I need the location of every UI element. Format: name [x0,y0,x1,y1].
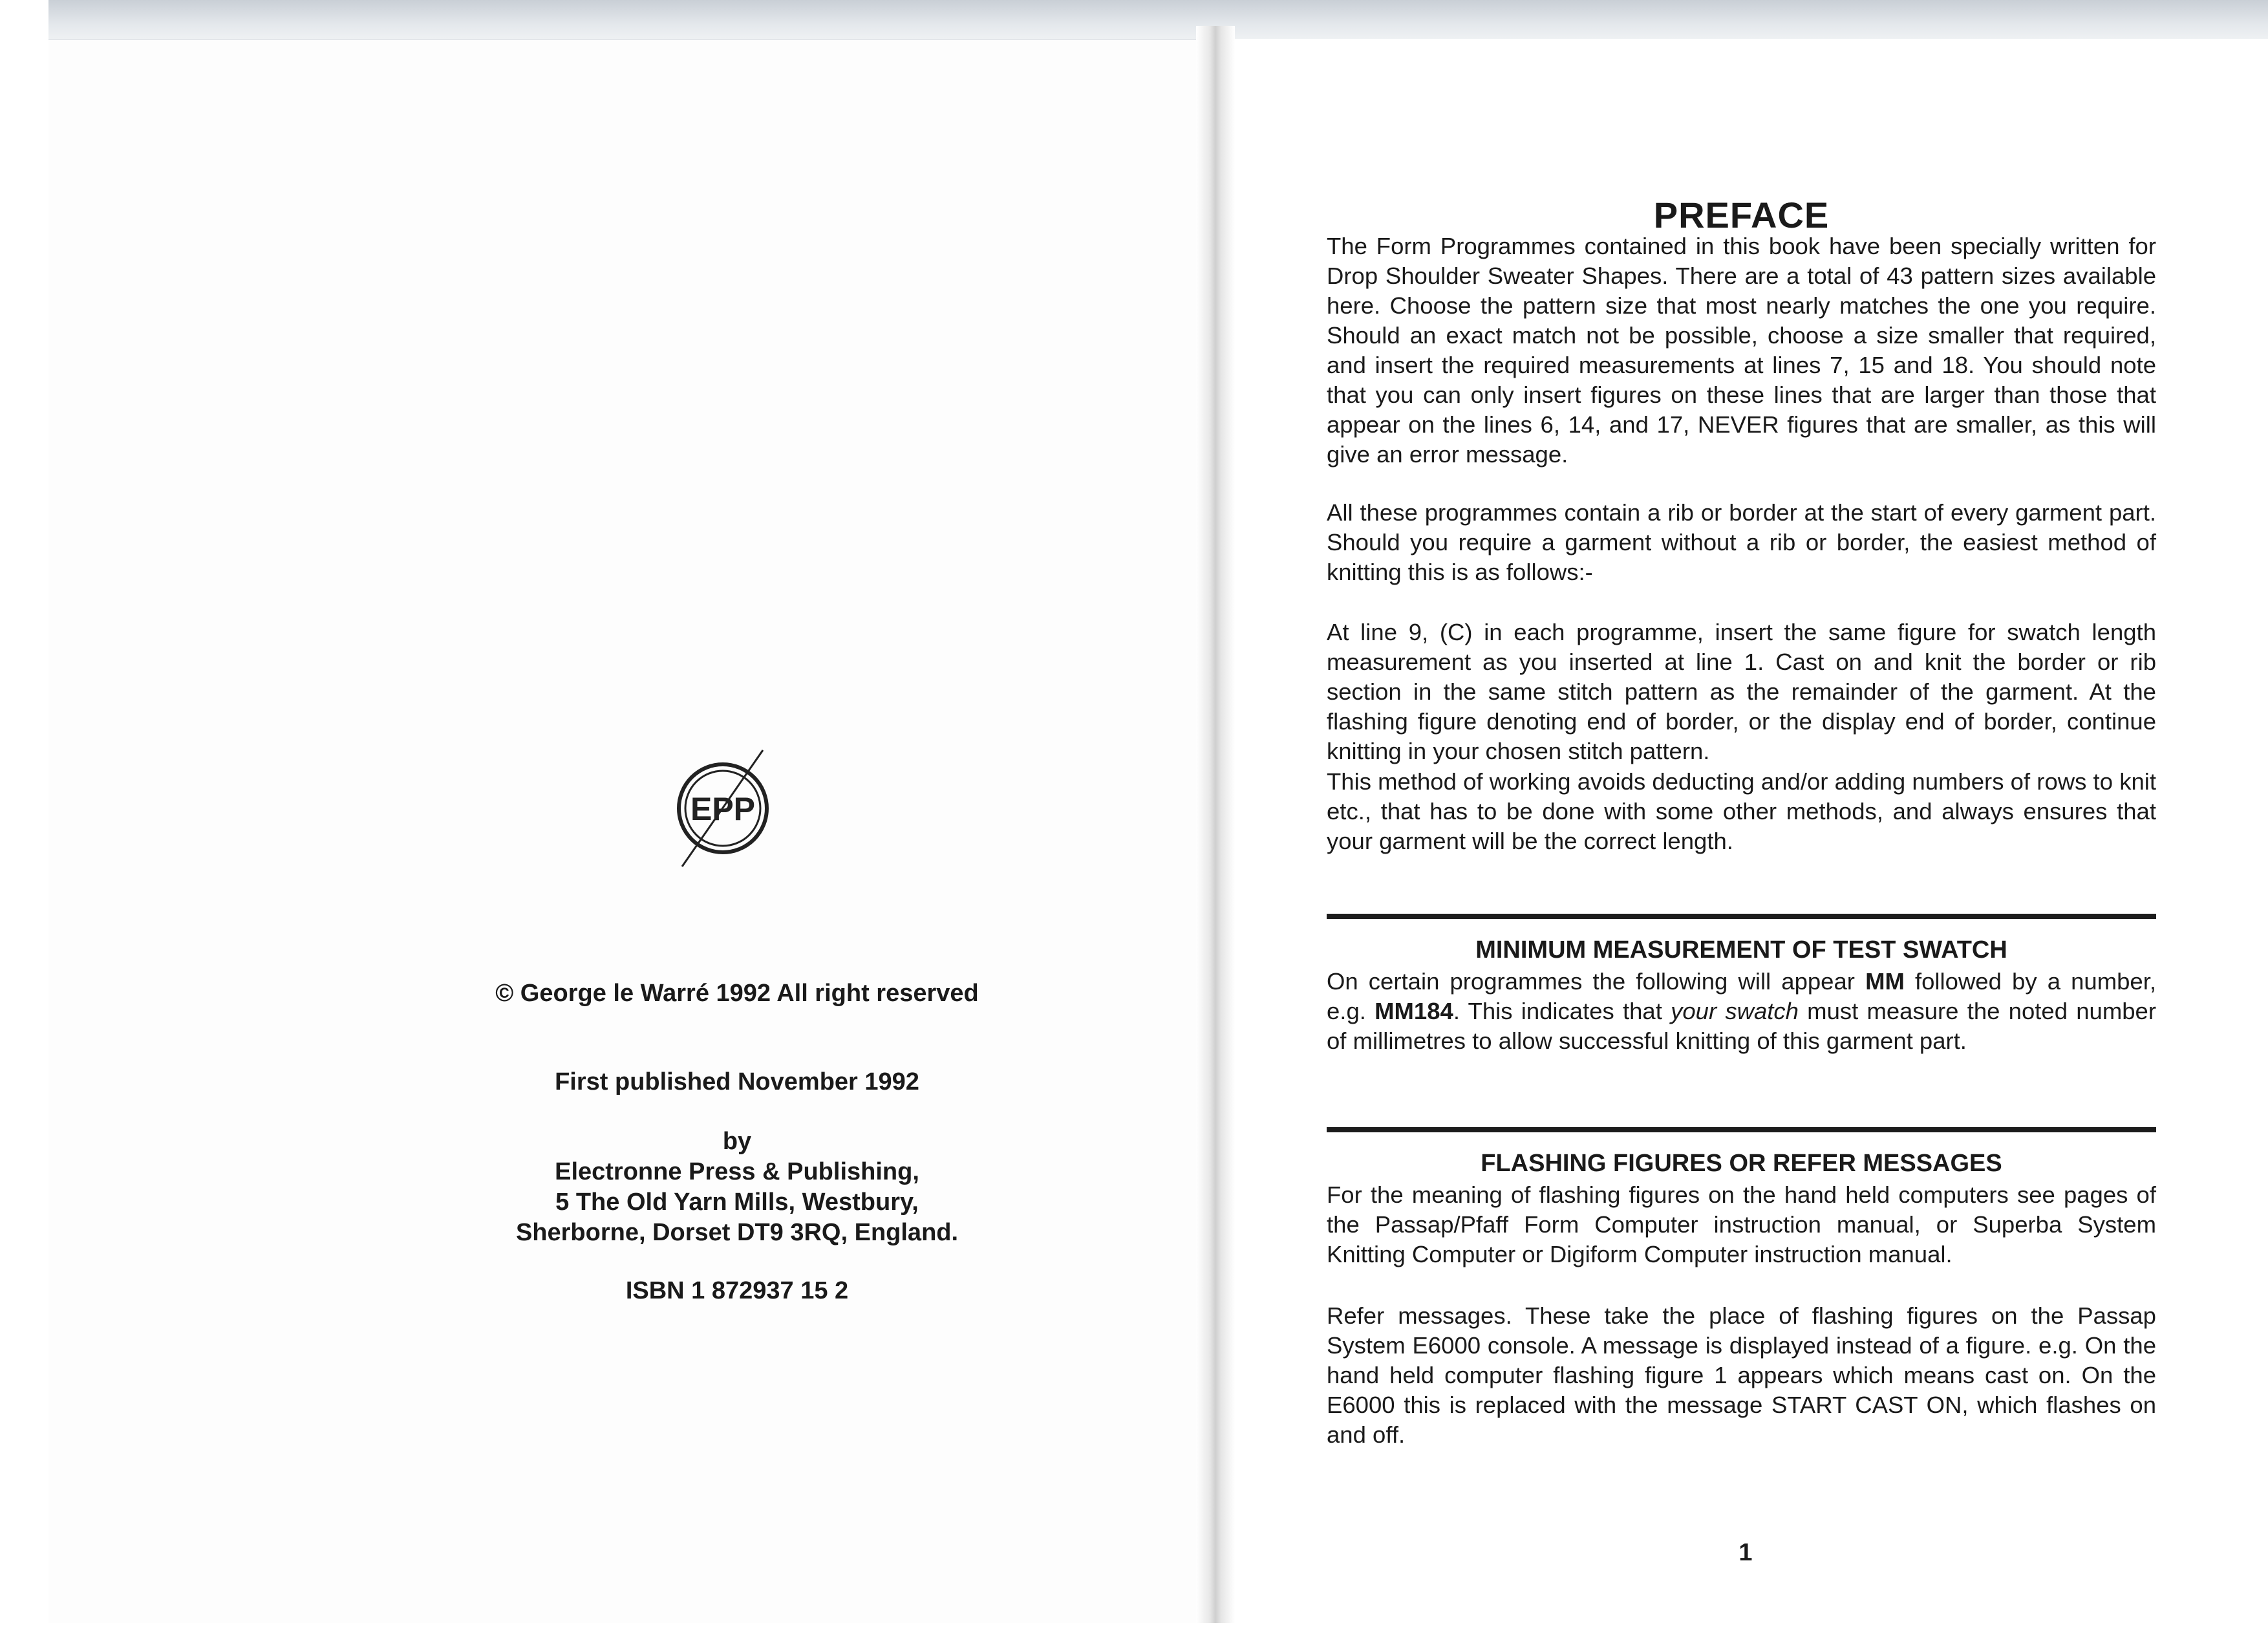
page-number: 1 [1738,1539,1753,1566]
publisher-block [453,1126,1022,1248]
isbn-line: ISBN 1 872937 15 2 [625,1277,849,1304]
scan-bottom-margin [39,1623,2268,1649]
bold-code-example: MM184 [1375,998,1453,1024]
bold-code-mm: MM [1865,968,1905,995]
section-text-flashing-figures-1: For the meaning of flashing figures on the hand held computers see pages of the Passap/Pfaff Form Computer instruction manual, or Superba System Knitting Computer or Digiform Computer instruction manual. [1327,1181,2156,1267]
preface-paragraph-1: The Form Programmes contained in this book have been specially written for Drop Shoulder Sweater Shapes. There are a total of 43 pattern sizes available here. Choose the pattern size that most nearly matches the one you require. Should an exact match not be possible, choose a size smaller that required, and insert the required measurements at lines 7, 15 and 18. You should note that you can only insert figures on these lines that are larger than those that appear on the lines 6, 14, and 17, NEVER figures that are smaller, as this will give an error message. [1327,233,2156,468]
publisher-logo-icon [666,744,782,873]
text-run: followed by a number, e.g. [1327,968,2157,1024]
publisher-name: Electronne Press & Publishing, [555,1158,919,1185]
by-line: by [722,1128,752,1155]
left-page [48,39,1212,1624]
publisher-address-line-1: 5 The Old Yarn Mills, Westbury, [555,1189,919,1216]
book-gutter [1196,26,1235,1649]
preface-paragraph-3: At line 9, (C) in each programme, insert the same figure for swatch length measurement as you inserted at line 1. Cast on and knit the border or rib section in the same stitch pattern as the remainder of the garment. At the flashing figure denoting end of border, or the display end of border, continue knitting in your chosen stitch pattern. [1327,619,2156,764]
publisher-address-line-2: Sherborne, Dorset DT9 3RQ, England. [515,1219,959,1246]
section-divider [1327,914,2156,919]
scan-left-margin [0,0,48,1649]
section-heading-flashing-figures: FLASHING FIGURES OR REFER MESSAGES [1481,1150,2002,1177]
section-heading-minimum-measurement: MINIMUM MEASUREMENT OF TEST SWATCH [1475,936,2007,964]
preface-paragraph-2: All these programmes contain a rib or border at the start of every garment part. Should you require a garment without a rib or border, the easiest method of knitting this is as follows:- [1327,499,2156,585]
copyright-line: © George le Warré 1992 All right reserved [495,980,979,1007]
first-published-line: First published November 1992 [555,1068,919,1095]
text-run: . This indicates that [1453,998,1671,1024]
text-run: must measure the noted number of millimetres to allow successful knitting of this garment part. [1327,998,2156,1054]
section-divider [1327,1127,2156,1132]
section-text-minimum-measurement [1327,967,2156,1056]
logo-lettering: EPP [690,791,756,827]
page-title: PREFACE [1653,195,1830,235]
italic-emphasis: your swatch [1671,998,1799,1024]
preface-paragraph-4: This method of working avoids deducting and/or adding numbers of rows to knit etc., that has to be done with some other methods, and always ensures that your garment will be the correct length. [1327,768,2156,854]
section-text-flashing-figures-2: Refer messages. These take the place of flashing figures on the Passap System E6000 console. A message is displayed instead of a figure. e.g. On the hand held computer flashing figure 1 appears which means cast on. On the E6000 this is replaced with the message START CAST ON, which flashes on and off. [1327,1302,2156,1448]
text-run: On certain programmes the following will appear [1327,968,1866,995]
